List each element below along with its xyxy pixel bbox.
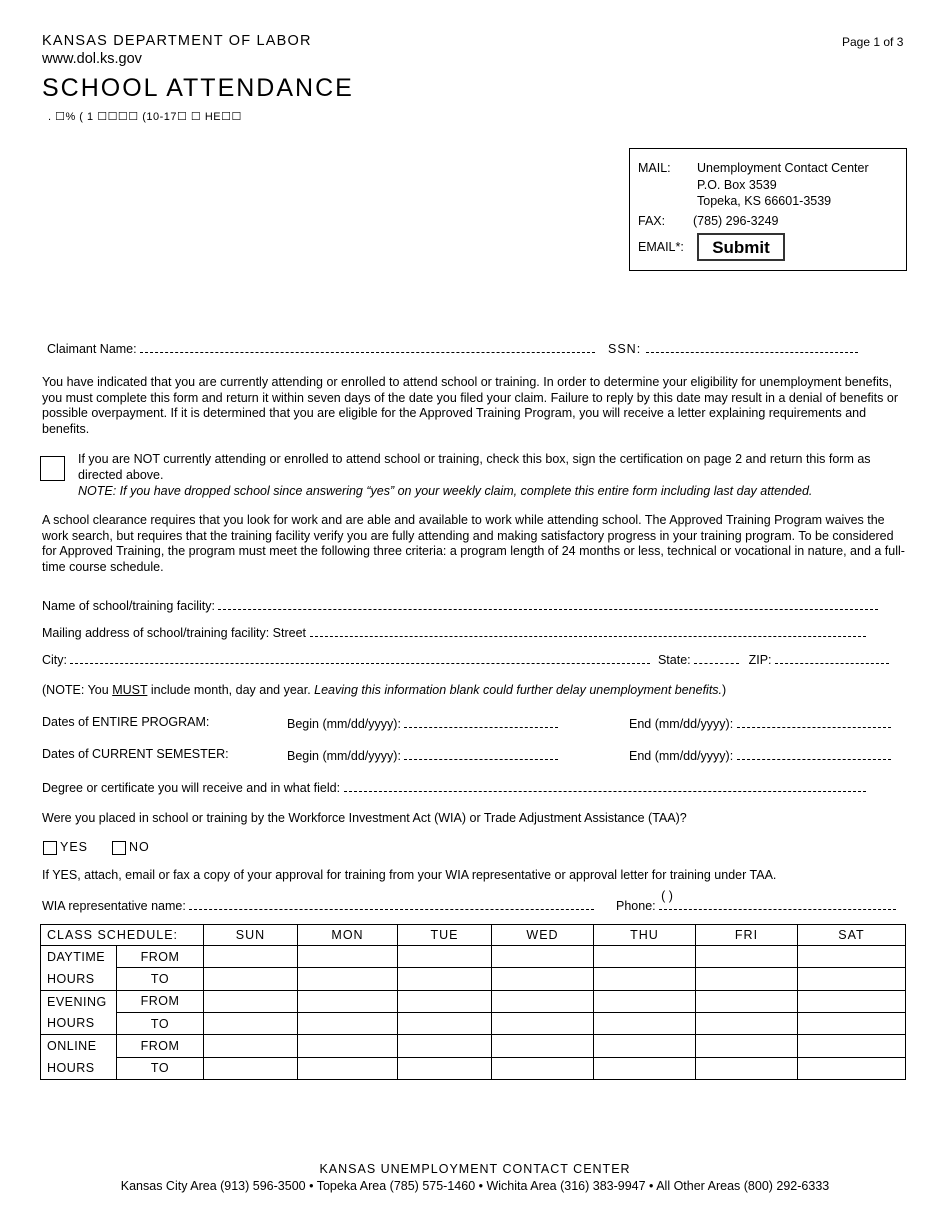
schedule-cell[interactable] bbox=[696, 1035, 798, 1057]
fax-number: (785) 296-3249 bbox=[693, 214, 779, 228]
entire-begin-label: Begin (mm/dd/yyyy): bbox=[287, 717, 401, 731]
schedule-cell[interactable] bbox=[398, 1057, 492, 1079]
schedule-cell[interactable] bbox=[492, 1035, 594, 1057]
day-header: SAT bbox=[798, 925, 906, 946]
schedule-cell[interactable] bbox=[594, 946, 696, 968]
date-note-suffix: ) bbox=[722, 683, 727, 697]
schedule-cell[interactable] bbox=[298, 1035, 398, 1057]
city-label: City: bbox=[42, 653, 67, 667]
from-label: FROM bbox=[117, 990, 204, 1012]
footer-title: KANSAS UNEMPLOYMENT CONTACT CENTER bbox=[319, 1162, 631, 1176]
schedule-cell[interactable] bbox=[594, 990, 696, 1012]
entire-program-label: Dates of ENTIRE PROGRAM: bbox=[42, 715, 210, 729]
wia-rep-label: WIA representative name: bbox=[42, 899, 186, 913]
school-name-row bbox=[42, 597, 878, 613]
current-end-row bbox=[629, 747, 891, 763]
city-field[interactable] bbox=[70, 651, 650, 664]
row-label-bottom: HOURS bbox=[41, 1012, 117, 1034]
schedule-cell[interactable] bbox=[696, 946, 798, 968]
email-label: EMAIL*: bbox=[638, 240, 684, 254]
footer-phones: Kansas City Area (913) 596-3500 • Topeka Area (785) 575-1460 • Wichita Area (316) 383-9947 • All Other Areas (800) 292-6333 bbox=[120, 1179, 830, 1193]
current-end-field[interactable] bbox=[737, 747, 891, 760]
mail-label: MAIL: bbox=[638, 161, 671, 175]
row-label-bottom: HOURS bbox=[41, 968, 117, 990]
day-header: TUE bbox=[398, 925, 492, 946]
phone-parens: ( ) bbox=[661, 889, 673, 903]
schedule-cell[interactable] bbox=[594, 968, 696, 990]
not-attending-checkbox[interactable] bbox=[40, 456, 65, 481]
page-number: Page 1 of 3 bbox=[842, 35, 904, 49]
yes-checkbox[interactable] bbox=[43, 841, 57, 855]
schedule-cell[interactable] bbox=[696, 1012, 798, 1034]
schedule-cell[interactable] bbox=[492, 946, 594, 968]
schedule-row bbox=[41, 946, 906, 968]
phone-field[interactable] bbox=[659, 889, 896, 910]
schedule-cell[interactable] bbox=[798, 968, 906, 990]
current-end-label: End (mm/dd/yyyy): bbox=[629, 749, 734, 763]
no-checkbox[interactable] bbox=[112, 841, 126, 855]
entire-begin-row bbox=[287, 715, 558, 731]
schedule-cell[interactable] bbox=[594, 1057, 696, 1079]
day-header: SUN bbox=[204, 925, 298, 946]
claimant-name-label: Claimant Name: bbox=[47, 342, 137, 356]
day-header: THU bbox=[594, 925, 696, 946]
schedule-cell[interactable] bbox=[696, 990, 798, 1012]
schedule-cell[interactable] bbox=[204, 1057, 298, 1079]
schedule-cell[interactable] bbox=[398, 946, 492, 968]
degree-row bbox=[42, 779, 866, 795]
zip-field[interactable] bbox=[775, 651, 889, 664]
intro-paragraph: You have indicated that you are currently attending or enrolled to attend school or training. In order to determine your eligibility for unemployment benefits, you must complete this form and return it within seven days of the date you filed your claim. Failure to reply by this date may result in a denial of benefits or possible overpayment. If it is determined that you are eligible for the Approved Training Program, you will receive a letter explaining requirements and benefits. bbox=[42, 375, 898, 436]
schedule-row bbox=[41, 968, 906, 990]
wia-question: Were you placed in school or training by the Workforce Investment Act (WIA) or Trade Adjustment Assistance (TAA)? bbox=[42, 811, 687, 825]
wia-instruction: If YES, attach, email or fax a copy of your approval for training from your WIA representative or approval letter for training under TAA. bbox=[42, 868, 777, 882]
row-label-top: DAYTIME bbox=[41, 946, 117, 968]
schedule-cell[interactable] bbox=[696, 1057, 798, 1079]
fax-label: FAX: bbox=[638, 214, 666, 228]
wia-rep-field[interactable] bbox=[189, 897, 594, 910]
date-note bbox=[42, 683, 726, 697]
schedule-cell[interactable] bbox=[298, 968, 398, 990]
current-begin-field[interactable] bbox=[404, 747, 558, 760]
date-note-must: MUST bbox=[112, 683, 148, 697]
schedule-cell[interactable] bbox=[492, 990, 594, 1012]
entire-end-label: End (mm/dd/yyyy): bbox=[629, 717, 734, 731]
current-begin-row bbox=[287, 747, 558, 763]
schedule-cell[interactable] bbox=[298, 990, 398, 1012]
schedule-cell[interactable] bbox=[398, 968, 492, 990]
wia-rep-row bbox=[42, 897, 594, 913]
zip-label: ZIP: bbox=[748, 653, 772, 667]
day-header: MON bbox=[298, 925, 398, 946]
phone-row bbox=[616, 889, 896, 913]
schedule-row bbox=[41, 990, 906, 1012]
schedule-header-label: CLASS SCHEDULE: bbox=[41, 925, 204, 946]
claimant-name-row bbox=[47, 340, 595, 356]
contact-box bbox=[629, 148, 907, 271]
no-label: NO bbox=[129, 840, 150, 854]
schedule-cell[interactable] bbox=[492, 1057, 594, 1079]
ssn-label: SSN: bbox=[608, 342, 642, 356]
claimant-name-field[interactable] bbox=[140, 340, 595, 353]
schedule-header-row bbox=[41, 925, 906, 946]
date-note-middle: include month, day and year. bbox=[147, 683, 315, 697]
school-address-row bbox=[42, 624, 866, 640]
entire-end-field[interactable] bbox=[737, 715, 891, 728]
current-begin-label: Begin (mm/dd/yyyy): bbox=[287, 749, 401, 763]
schedule-cell[interactable] bbox=[298, 1057, 398, 1079]
ssn-row bbox=[608, 340, 858, 356]
not-attending-note: NOTE: If you have dropped school since answering “yes” on your weekly claim, complete this entire form including last day attended. bbox=[78, 484, 813, 498]
date-note-italic: Leaving this information blank could further delay unemployment benefits. bbox=[314, 683, 723, 697]
form-code: . ☐% ( 1 ☐☐☐☐ (10-17☐ ☐ HE☐☐ bbox=[48, 111, 242, 123]
date-note-prefix: (NOTE: You bbox=[42, 683, 113, 697]
schedule-cell[interactable] bbox=[492, 1012, 594, 1034]
schedule-cell[interactable] bbox=[204, 968, 298, 990]
phone-label: Phone: bbox=[616, 899, 656, 913]
row-label-top: ONLINE bbox=[41, 1035, 117, 1057]
schedule-cell[interactable] bbox=[492, 968, 594, 990]
schedule-cell[interactable] bbox=[204, 1012, 298, 1034]
school-name-label: Name of school/training facility: bbox=[42, 599, 215, 613]
to-label: TO bbox=[117, 1057, 204, 1079]
mail-line-1: Unemployment Contact Center bbox=[697, 161, 869, 175]
schedule-cell[interactable] bbox=[398, 1012, 492, 1034]
from-label: FROM bbox=[117, 946, 204, 968]
schedule-cell[interactable] bbox=[696, 968, 798, 990]
day-header: FRI bbox=[696, 925, 798, 946]
degree-field[interactable] bbox=[344, 779, 866, 792]
ssn-field[interactable] bbox=[646, 340, 858, 353]
schedule-cell[interactable] bbox=[204, 946, 298, 968]
schedule-cell[interactable] bbox=[298, 946, 398, 968]
class-schedule-table bbox=[40, 924, 906, 1080]
agency-website: www.dol.ks.gov bbox=[42, 51, 142, 67]
row-label-top: EVENING bbox=[41, 990, 117, 1012]
schedule-cell[interactable] bbox=[204, 1035, 298, 1057]
from-label: FROM bbox=[117, 1035, 204, 1057]
submit-button[interactable]: Submit bbox=[697, 233, 785, 261]
not-attending-text: If you are NOT currently attending or enrolled to attend school or training, check this box, sign the certification on page 2 and return this form as directed above. bbox=[78, 452, 871, 482]
schedule-cell[interactable] bbox=[398, 1035, 492, 1057]
day-header: WED bbox=[492, 925, 594, 946]
mail-line-3: Topeka, KS 66601-3539 bbox=[697, 194, 832, 208]
schedule-cell[interactable] bbox=[798, 1035, 906, 1057]
agency-name: KANSAS DEPARTMENT OF LABOR bbox=[42, 33, 312, 49]
schedule-row bbox=[41, 1057, 906, 1079]
mail-line-2: P.O. Box 3539 bbox=[697, 178, 777, 192]
schedule-row bbox=[41, 1012, 906, 1034]
row-label-bottom: HOURS bbox=[41, 1057, 117, 1079]
schedule-cell[interactable] bbox=[798, 990, 906, 1012]
schedule-cell[interactable] bbox=[298, 1012, 398, 1034]
yes-label: YES bbox=[60, 840, 89, 854]
degree-label: Degree or certificate you will receive and in what field: bbox=[42, 781, 341, 795]
entire-end-row bbox=[629, 715, 891, 731]
current-semester-label: Dates of CURRENT SEMESTER: bbox=[42, 747, 229, 761]
schedule-cell[interactable] bbox=[594, 1012, 696, 1034]
to-label: TO bbox=[117, 968, 204, 990]
schedule-cell[interactable] bbox=[398, 990, 492, 1012]
schedule-cell[interactable] bbox=[594, 1035, 696, 1057]
clearance-paragraph: A school clearance requires that you look for work and are able and available to work while attending school. The Approved Training Program waives the work search, but requires that the training facility verify you are fully attending and making satisfactory progress in your training program. To be considered for Approved Training, the program must meet the following three criteria: a program length of 24 months or less, technical or vocational in nature, and a full-time course schedule. bbox=[42, 513, 905, 574]
to-label: TO bbox=[117, 1012, 204, 1034]
school-name-field[interactable] bbox=[218, 597, 878, 610]
schedule-cell[interactable] bbox=[204, 990, 298, 1012]
schedule-cell[interactable] bbox=[798, 1012, 906, 1034]
school-address-label: Mailing address of school/training facility: Street bbox=[42, 626, 307, 640]
entire-begin-field[interactable] bbox=[404, 715, 558, 728]
schedule-cell[interactable] bbox=[798, 1057, 906, 1079]
state-label: State: bbox=[657, 653, 691, 667]
school-city-row bbox=[42, 651, 889, 667]
schedule-row bbox=[41, 1035, 906, 1057]
school-street-field[interactable] bbox=[310, 624, 866, 637]
schedule-cell[interactable] bbox=[798, 946, 906, 968]
state-field[interactable] bbox=[694, 651, 739, 664]
page-title: SCHOOL ATTENDANCE bbox=[42, 74, 354, 102]
